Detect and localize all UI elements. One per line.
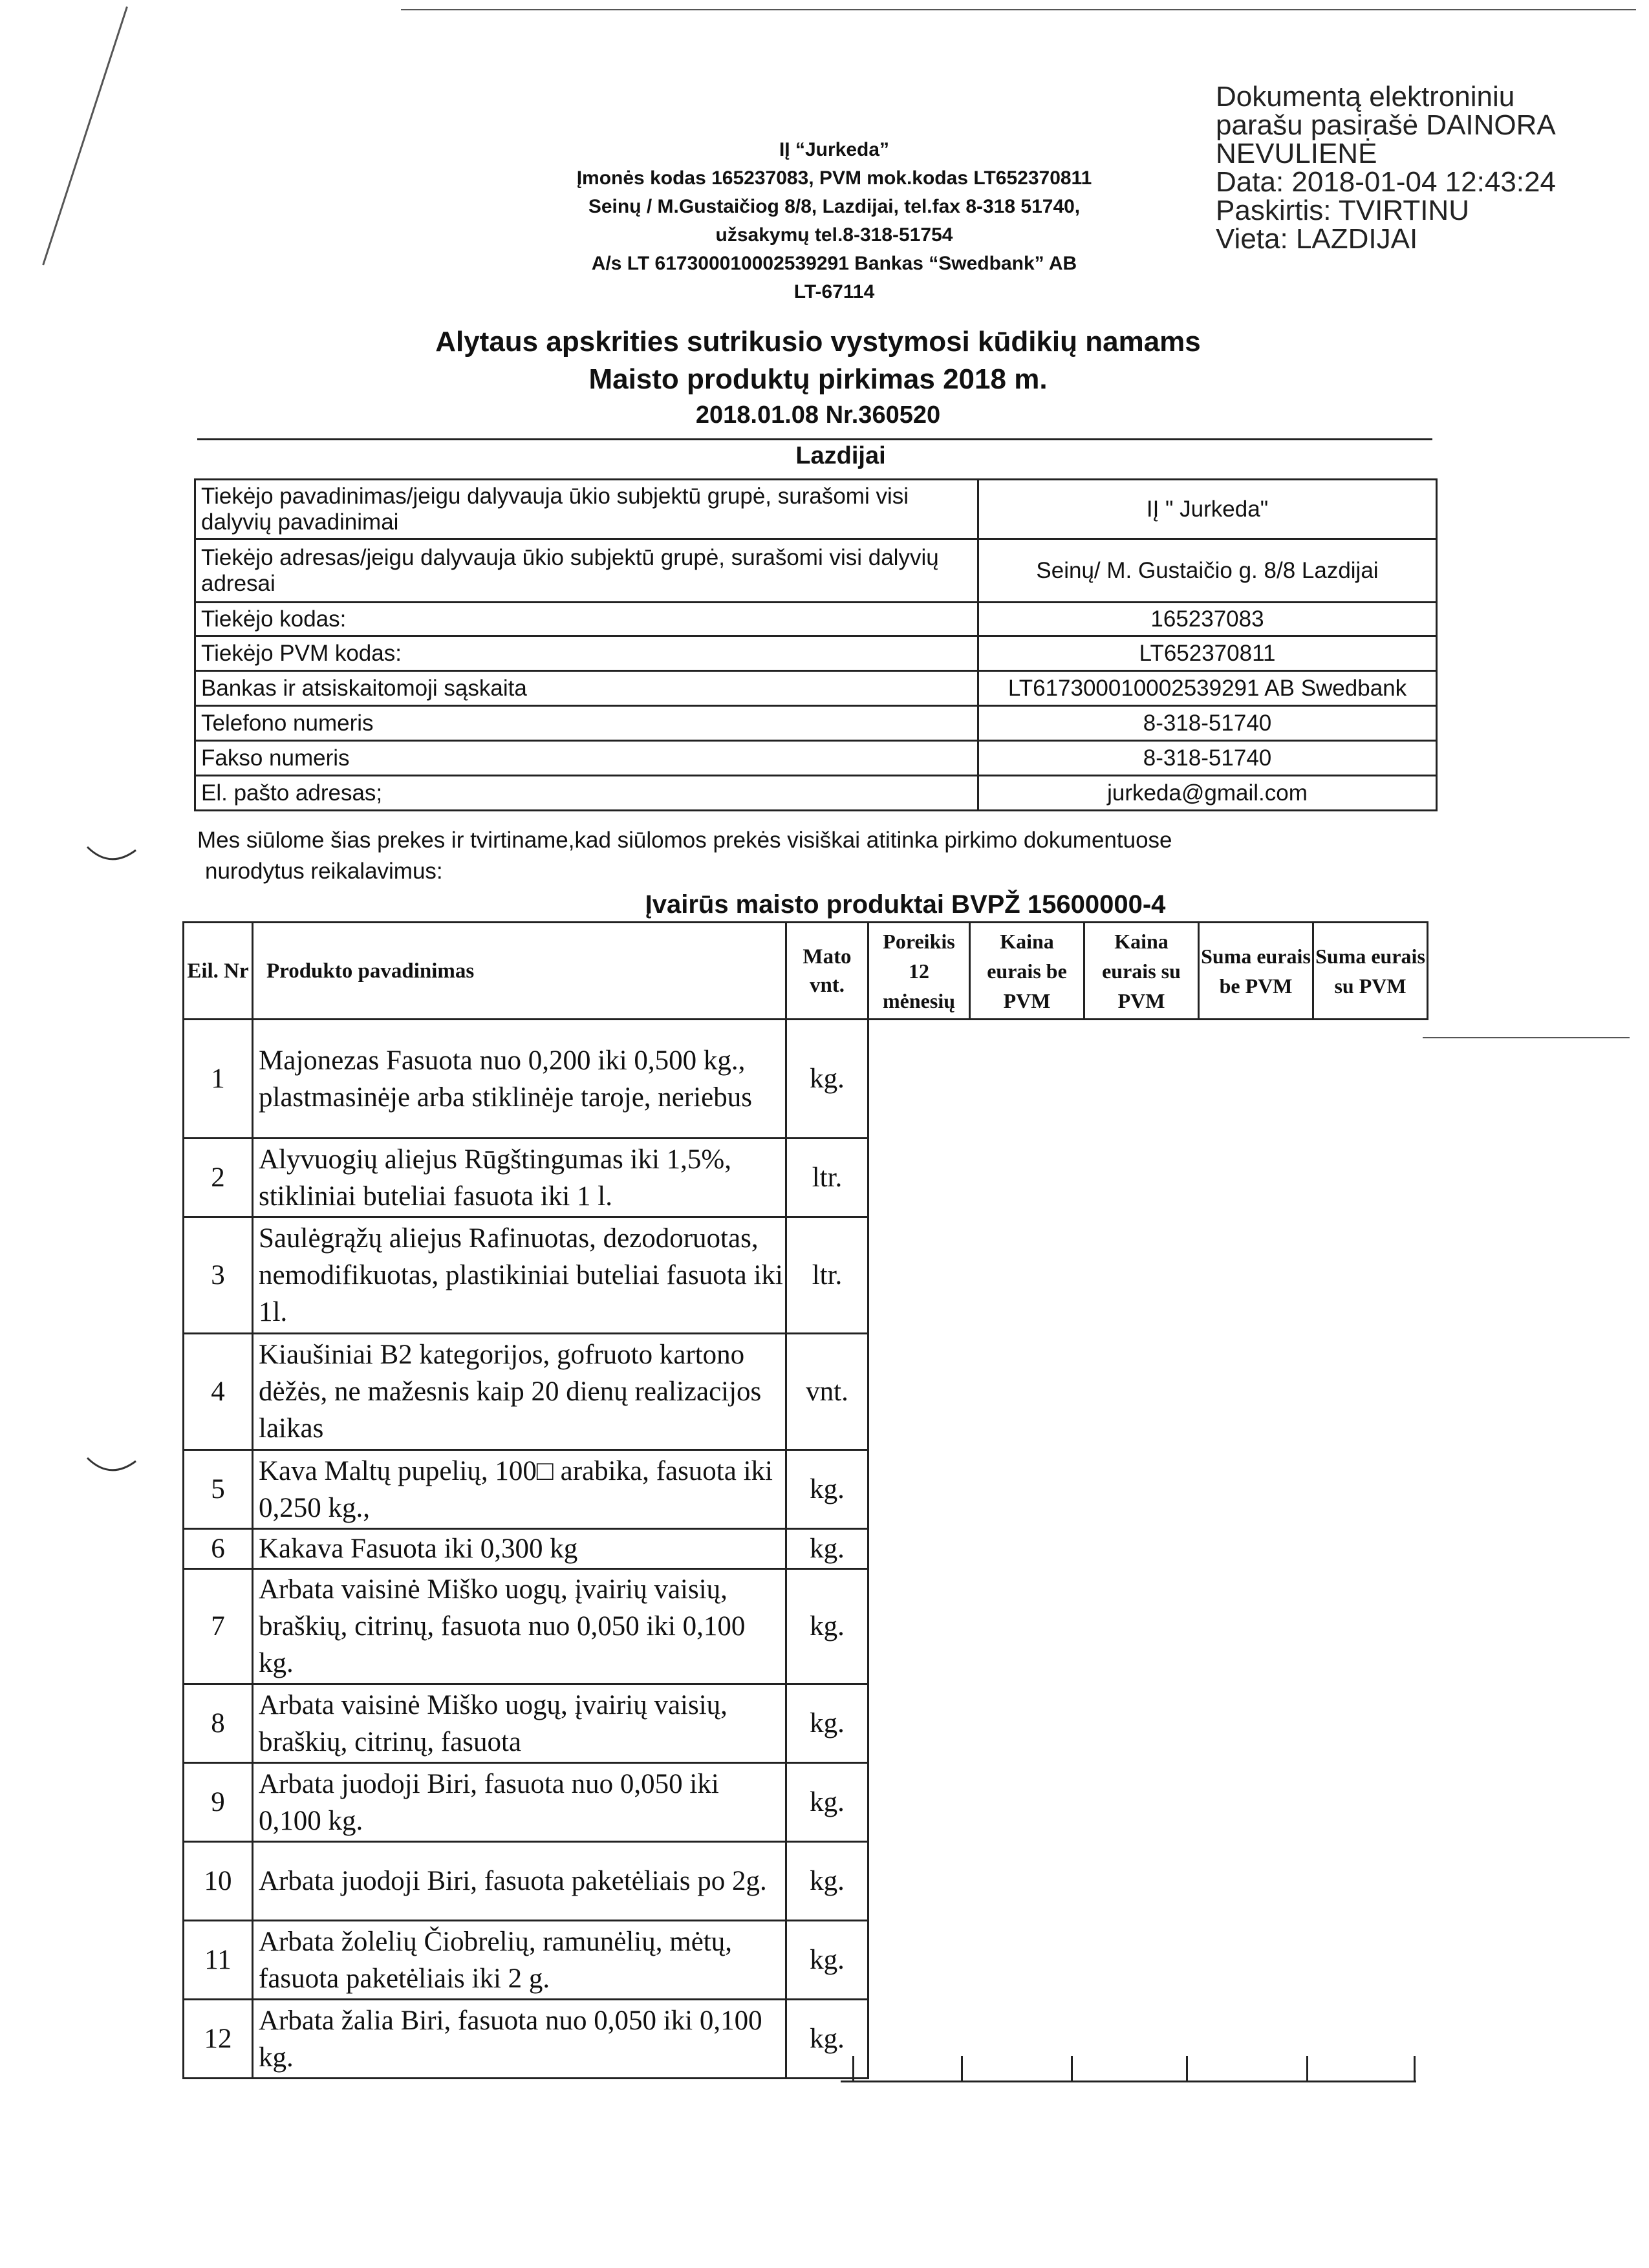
signature-line-2: parašu pasirašė DAINORA <box>1216 109 1556 141</box>
product-blank-cells <box>868 1020 1428 1139</box>
product-row <box>184 1529 1428 1569</box>
document-date-number: 2018.01.08 Nr.360520 <box>695 401 941 429</box>
product-blank-cells <box>868 2000 1428 2079</box>
header-unit: Mato vnt. <box>786 923 868 1020</box>
product-unit: kg. <box>786 1763 868 1842</box>
product-unit: vnt. <box>786 1334 868 1450</box>
product-unit: kg. <box>786 1020 868 1139</box>
product-blank-cells <box>868 1842 1428 1921</box>
product-name: Arbata žalia Biri, fasuota nuo 0,050 iki 0,100 kg. <box>253 2000 786 2079</box>
product-unit: kg. <box>786 1529 868 1569</box>
supplier-label: Tiekėjo adresas/jeigu dalyvauja ūkio subjektū grupė, surašomi visi dalyvių adresai <box>195 539 978 603</box>
product-row <box>184 1139 1428 1217</box>
header-nr: Eil. Nr <box>184 923 253 1020</box>
product-row <box>184 1763 1428 1842</box>
product-blank-cells <box>868 1921 1428 2000</box>
supplier-row <box>195 776 1437 811</box>
signature-place: Vieta: LAZDIJAI <box>1216 223 1418 255</box>
product-name: Arbata juodoji Biri, fasuota paketėliais po 2g. <box>253 1842 786 1921</box>
product-unit: kg. <box>786 2000 868 2079</box>
column-stub-mark <box>1306 2056 1308 2082</box>
supplier-label: Fakso numeris <box>195 741 978 776</box>
header-product-name: Produkto pavadinimas <box>253 923 786 1020</box>
scan-edge-top <box>401 9 1636 10</box>
product-row <box>184 1450 1428 1529</box>
supplier-label: El. pašto adresas; <box>195 776 978 811</box>
product-name: Majonezas Fasuota nuo 0,200 iki 0,500 kg., plastmasinėje arba stiklinėje taroje, neriebus <box>253 1020 786 1139</box>
products-table <box>182 921 1428 2079</box>
supplier-row <box>195 480 1437 539</box>
product-blank-cells <box>868 1450 1428 1529</box>
product-name: Arbata vaisinė Miško uogų, įvairių vaisių, braškių, citrinų, fasuota <box>253 1684 786 1763</box>
column-stub-mark <box>852 2056 854 2082</box>
scan-edge-diagonal <box>42 6 128 265</box>
product-row <box>184 1217 1428 1334</box>
supplier-row <box>195 706 1437 741</box>
product-nr: 8 <box>184 1684 253 1763</box>
signature-purpose: Paskirtis: TVIRTINU <box>1216 195 1469 226</box>
offer-line-1: Mes siūlome šias prekes ir tvirtiname,kad siūlomos prekės visiškai atitinka pirkimo dokumentuose <box>197 828 1172 853</box>
product-nr: 6 <box>184 1529 253 1569</box>
supplier-label: Telefono numeris <box>195 706 978 741</box>
supplier-row <box>195 671 1437 706</box>
products-header-row <box>184 923 1428 1020</box>
product-nr: 10 <box>184 1842 253 1921</box>
supplier-value: 8-318-51740 <box>978 706 1437 741</box>
header-need-12-months: Poreikis 12 mėnesių <box>868 923 970 1020</box>
product-blank-cells <box>868 1684 1428 1763</box>
bottom-rule <box>841 2081 1416 2082</box>
product-blank-cells <box>868 1763 1428 1842</box>
product-nr: 11 <box>184 1921 253 2000</box>
column-stub-mark <box>1071 2056 1073 2082</box>
product-blank-cells <box>868 1217 1428 1334</box>
supplier-value: Seinų/ M. Gustaičio g. 8/8 Lazdijai <box>978 539 1437 603</box>
section-title: Įvairūs maisto produktai BVPŽ 15600000-4 <box>645 890 1166 919</box>
offer-statement <box>197 825 1426 887</box>
product-name: Alyvuogių aliejus Rūgštingumas iki 1,5%, stikliniai buteliai fasuota iki 1 l. <box>253 1139 786 1217</box>
supplier-value: 165237083 <box>978 603 1437 636</box>
product-unit: kg. <box>786 1842 868 1921</box>
product-name: Arbata žolelių Čiobrelių, ramunėlių, mėtų, fasuota paketėliais iki 2 g. <box>253 1921 786 2000</box>
product-row <box>184 2000 1428 2079</box>
product-unit: kg. <box>786 1921 868 2000</box>
supplier-label: Bankas ir atsiskaitomoji sąskaita <box>195 671 978 706</box>
product-name: Arbata juodoji Biri, fasuota nuo 0,050 iki 0,100 kg. <box>253 1763 786 1842</box>
product-nr: 12 <box>184 2000 253 2079</box>
product-row <box>184 1921 1428 2000</box>
header-continuation-line <box>1423 1037 1630 1038</box>
company-name: IĮ “Jurkeda” <box>779 139 890 160</box>
signature-date: Data: 2018-01-04 12:43:24 <box>1216 166 1556 198</box>
document-subtitle: Maisto produktų pirkimas 2018 m. <box>588 363 1048 395</box>
company-postcode: LT-67114 <box>793 281 875 303</box>
product-name: Kava Maltų pupelių, 100□ arabika, fasuota iki 0,250 kg., <box>253 1450 786 1529</box>
supplier-value: IĮ " Jurkeda" <box>978 480 1437 539</box>
product-unit: kg. <box>786 1450 868 1529</box>
product-blank-cells <box>868 1139 1428 1217</box>
product-name: Kiaušiniai B2 kategorijos, gofruoto kartono dėžės, ne mažesnis kaip 20 dienų realizacijos laikas <box>253 1334 786 1450</box>
product-unit: ltr. <box>786 1217 868 1334</box>
product-name: Kakava Fasuota iki 0,300 kg <box>253 1529 786 1569</box>
header-price-ex-vat: Kaina eurais be PVM <box>970 923 1084 1020</box>
product-unit: kg. <box>786 1569 868 1684</box>
supplier-row <box>195 741 1437 776</box>
company-bank: A/s LT 617300010002539291 Bankas “Swedbank” AB <box>591 253 1077 274</box>
company-header <box>420 136 1248 306</box>
product-blank-cells <box>868 1569 1428 1684</box>
product-nr: 3 <box>184 1217 253 1334</box>
signature-line-1: Dokumentą elektroniniu <box>1216 81 1515 112</box>
supplier-row <box>195 539 1437 603</box>
document-city: Lazdijai <box>795 442 886 469</box>
company-codes: Įmonės kodas 165237083, PVM mok.kodas LT652370811 <box>576 167 1092 189</box>
product-nr: 7 <box>184 1569 253 1684</box>
product-nr: 1 <box>184 1020 253 1139</box>
signature-line-3: NEVULIENĖ <box>1216 138 1377 169</box>
product-unit: ltr. <box>786 1139 868 1217</box>
product-row <box>184 1684 1428 1763</box>
company-address: Seinų / M.Gustaičiog 8/8, Lazdijai, tel.fax 8-318 51740, <box>588 196 1081 217</box>
document-title: Alytaus apskrities sutrikusio vystymosi kūdikių namams <box>435 326 1201 358</box>
product-name: Saulėgrąžų aliejus Rafinuotas, dezodoruotas, nemodifikuotas, plastikiniai buteliai fasuota iki 1l. <box>253 1217 786 1334</box>
product-unit: kg. <box>786 1684 868 1763</box>
supplier-label: Tiekėjo pavadinimas/jeigu dalyvauja ūkio subjektū grupė, surašomi visi dalyvių pavadinimai <box>195 480 978 539</box>
header-sum-ex-vat: Suma eurais be PVM <box>1199 923 1313 1020</box>
product-nr: 4 <box>184 1334 253 1450</box>
product-blank-cells <box>868 1529 1428 1569</box>
column-stub-mark <box>1186 2056 1188 2082</box>
product-row <box>184 1020 1428 1139</box>
supplier-row <box>195 636 1437 671</box>
product-name: Arbata vaisinė Miško uogų, įvairių vaisių, braškių, citrinų, fasuota nuo 0,050 iki 0,100 kg. <box>253 1569 786 1684</box>
product-nr: 9 <box>184 1763 253 1842</box>
document-titles <box>291 323 1345 432</box>
header-sum-inc-vat: Suma eurais su PVM <box>1313 923 1428 1020</box>
supplier-value: jurkeda@gmail.com <box>978 776 1437 811</box>
column-stub-mark <box>1414 2056 1416 2082</box>
product-nr: 2 <box>184 1139 253 1217</box>
supplier-value: LT617300010002539291 AB Swedbank <box>978 671 1437 706</box>
supplier-value: LT652370811 <box>978 636 1437 671</box>
company-order-phone: užsakymų tel.8-318-51754 <box>715 224 953 246</box>
product-blank-cells <box>868 1334 1428 1450</box>
product-nr: 5 <box>184 1450 253 1529</box>
offer-line-2: nurodytus reikalavimus: <box>205 859 443 884</box>
product-row <box>184 1569 1428 1684</box>
header-price-inc-vat: Kaina eurais su PVM <box>1084 923 1199 1020</box>
product-row <box>184 1842 1428 1921</box>
supplier-label: Tiekėjo kodas: <box>195 603 978 636</box>
supplier-label: Tiekėjo PVM kodas: <box>195 636 978 671</box>
supplier-table <box>194 478 1438 811</box>
column-stub-mark <box>961 2056 963 2082</box>
scan-hole-mark-lower <box>84 1451 142 1484</box>
scan-hole-mark-upper <box>84 840 142 873</box>
supplier-row <box>195 603 1437 636</box>
product-row <box>184 1334 1428 1450</box>
e-signature-stamp <box>1216 83 1643 253</box>
supplier-value: 8-318-51740 <box>978 741 1437 776</box>
